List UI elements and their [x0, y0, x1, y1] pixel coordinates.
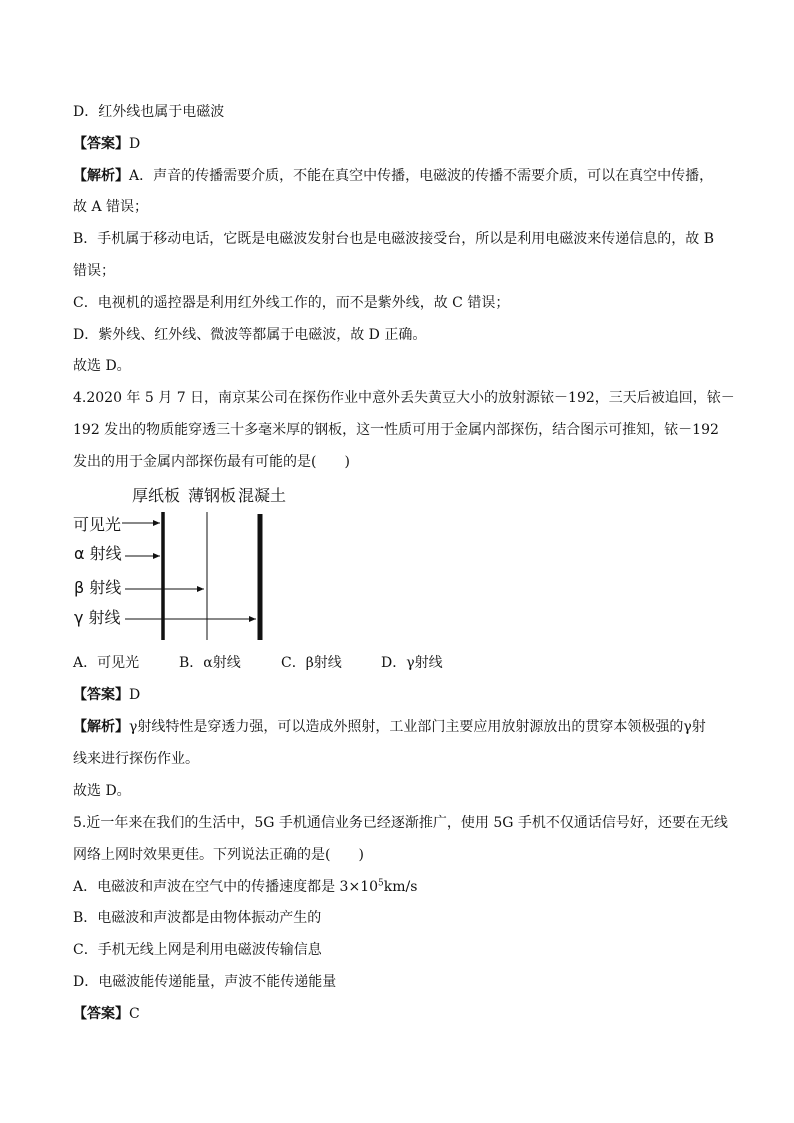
question-5-option-d: D．电磁波能传递能量，声波不能传递能量: [73, 974, 337, 990]
penetration-diagram-svg: [70, 480, 300, 650]
answer-value: C: [129, 1006, 140, 1022]
penetration-diagram: [70, 480, 300, 650]
analysis-q4-line-2: 线来进行探伤作业。: [73, 751, 199, 767]
option-b: B．α射线: [179, 655, 241, 671]
label-alpha-ray: α 射线: [74, 544, 122, 563]
analysis-tag: 【解析】: [73, 168, 129, 184]
answer-value: D: [129, 687, 141, 703]
analysis-q3-line-5: C．电视机的遥控器是利用红外线工作的，而不是紫外线，故 C 错误；: [73, 295, 510, 311]
answer-q5: [73, 1004, 140, 1024]
answer-tag: 【答案】: [73, 1006, 129, 1022]
option-d: D．γ射线: [381, 655, 443, 671]
conclusion-q4: 故选 D。: [73, 783, 131, 799]
option-d-infrared: D．红外线也属于电磁波: [73, 104, 225, 120]
label-beta-ray: β 射线: [74, 578, 122, 597]
analysis-q3-line-2: 故 A 错误；: [73, 199, 149, 215]
label-cardboard: 厚纸板: [132, 486, 181, 505]
question-4-line-3: 发出的用于金属内部探伤最有可能的是( ): [73, 454, 350, 470]
label-visible-light: 可见光: [73, 515, 122, 534]
question-4-line-2: 192 发出的物质能穿透三十多毫米厚的钢板，这一性质可用于金属内部探伤，结合图示可推知，铱－192: [73, 422, 719, 438]
question-5-line-2: 网络上网时效果更佳。下列说法正确的是( ): [73, 847, 364, 863]
analysis-tag: 【解析】: [73, 719, 129, 735]
question-5-option-b: B．电磁波和声波都是由物体振动产生的: [73, 910, 322, 926]
analysis-q3-line-1: [73, 166, 713, 186]
answer-tag: 【答案】: [73, 687, 129, 703]
option-a-exponent: 5: [378, 878, 384, 889]
option-a-text: A．电磁波和声波在空气中的传播速度都是 3×10: [73, 879, 379, 895]
analysis-q3-line-4: 错误；: [73, 263, 115, 279]
answer-q3: [73, 134, 140, 154]
analysis-q3-line-6: D．紫外线、红外线、微波等都属于电磁波，故 D 正确。: [73, 327, 427, 343]
question-5-line-1: 5.近一年来在我们的生活中，5G 手机通信业务已经逐渐推广，使用 5G 手机不仅通话信号好，还要在无线: [73, 815, 728, 831]
option-a: A．可见光: [73, 655, 140, 671]
label-concrete: 混凝土: [238, 486, 287, 505]
conclusion-q3: 故选 D。: [73, 358, 131, 374]
option-c: C．β射线: [281, 655, 342, 671]
label-thin-steel: 薄钢板: [188, 486, 237, 505]
question-4-options: [73, 653, 443, 673]
question-5-option-c: C．手机无线上网是利用电磁波传输信息: [73, 942, 322, 958]
question-5-option-a: [73, 877, 417, 897]
answer-q4: [73, 685, 140, 705]
option-a-unit: km/s: [383, 879, 418, 895]
question-4-line-1: 4.2020 年 5 月 7 日，南京某公司在探伤作业中意外丢失黄豆大小的放射源铱－192，三天后被追回，铱－: [73, 390, 735, 406]
answer-value: D: [129, 136, 141, 152]
label-gamma-ray: γ 射线: [74, 608, 121, 627]
analysis-text: γ射线特性是穿透力强，可以造成外照射，工业部门主要应用放射源放出的贯穿本领极强的γ射: [129, 719, 706, 735]
analysis-text: A．声音的传播需要介质，不能在真空中传播，电磁波的传播不需要介质，可以在真空中传播，: [129, 168, 714, 184]
analysis-q3-line-3: B．手机属于移动电话，它既是电磁波发射台也是电磁波接受台，所以是利用电磁波来传递信息的，故 B: [73, 231, 715, 247]
analysis-q4-line-1: [73, 717, 706, 737]
answer-tag: 【答案】: [73, 136, 129, 152]
